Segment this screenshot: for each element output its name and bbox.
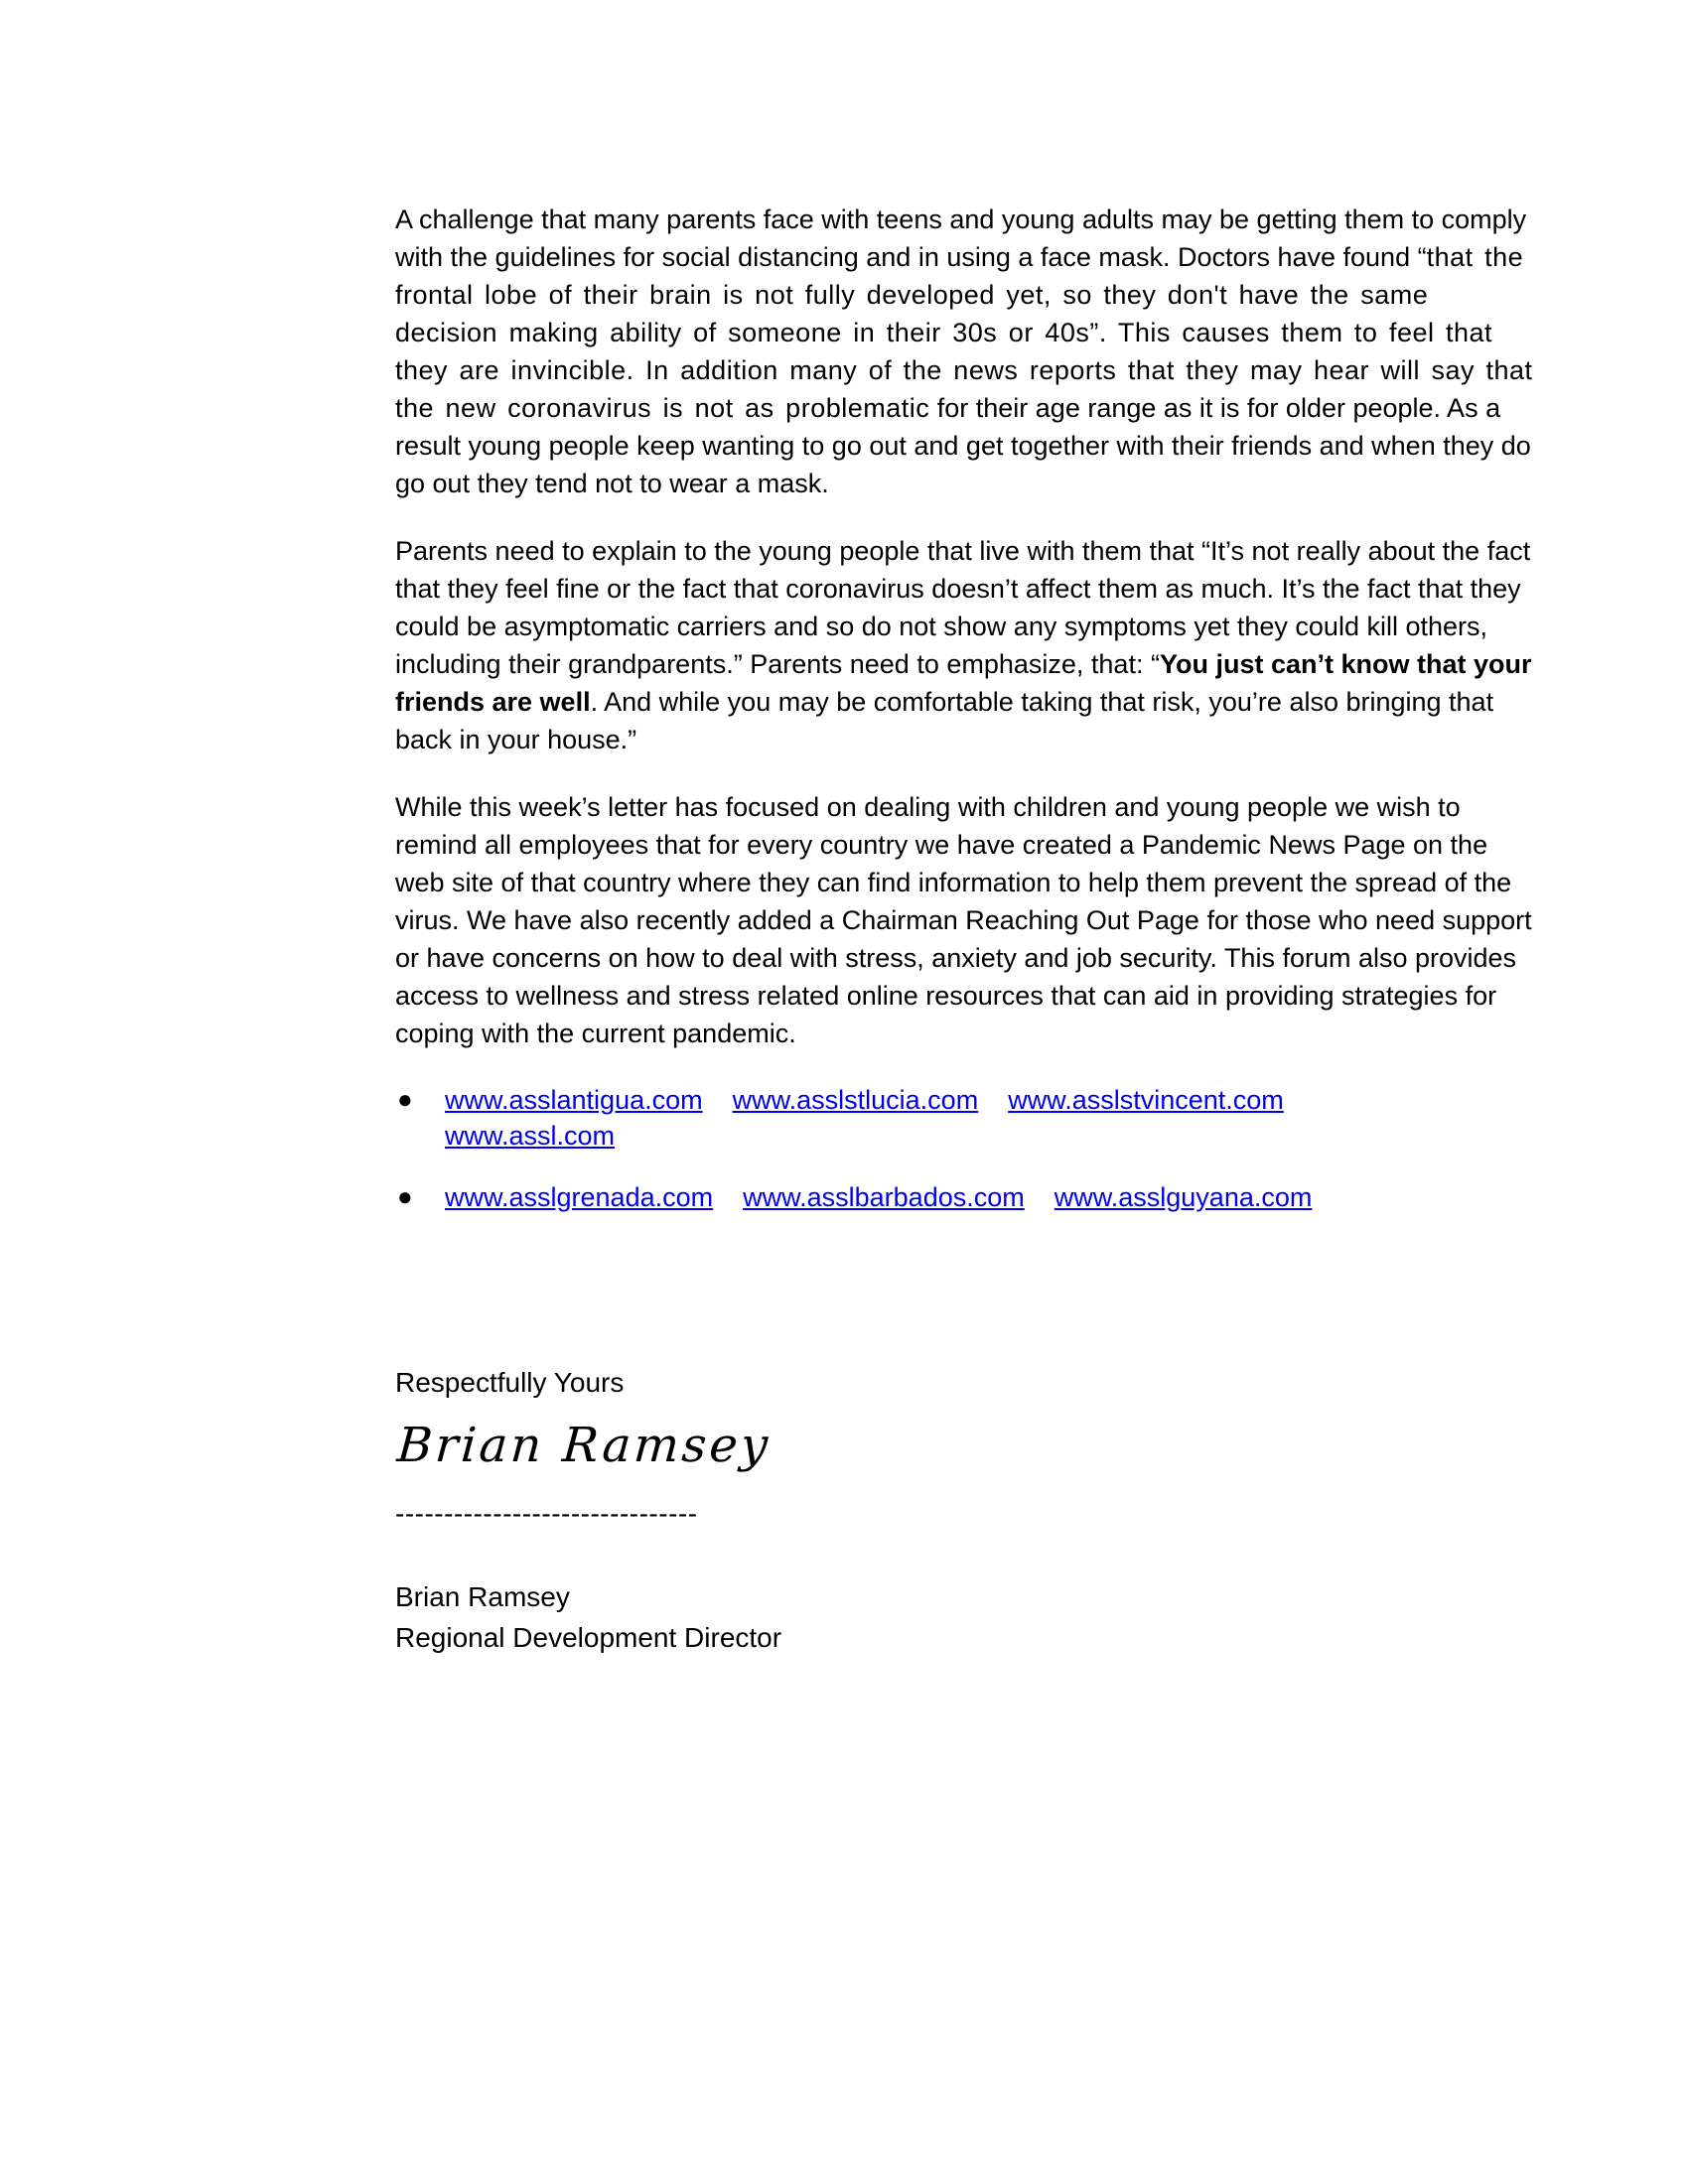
signer-title: Regional Development Director bbox=[395, 1622, 782, 1653]
handwritten-signature: Brian Ramsey bbox=[395, 1418, 773, 1473]
website-link[interactable]: www.asslbarbados.com bbox=[743, 1182, 1025, 1212]
website-link[interactable]: www.asslantigua.com bbox=[445, 1085, 703, 1115]
body-paragraph bbox=[395, 788, 1537, 1052]
text-segment-normal: . And while you may be comfortable taking that risk, you’re also bringing that back in your house.” bbox=[395, 687, 1494, 754]
valediction: Respectfully Yours bbox=[395, 1367, 625, 1398]
link-row bbox=[445, 1179, 1537, 1215]
signer-name: Brian Ramsey bbox=[395, 1581, 570, 1612]
closing-block bbox=[395, 1364, 1537, 1658]
bullet-icon: ● bbox=[397, 1084, 413, 1114]
link-row bbox=[445, 1118, 1537, 1154]
text-segment-bold: You just can’t know that your friends are well bbox=[395, 649, 1532, 717]
text-segment-normal: Parents need to explain to the young people that live with them that “It’s not really about the fact that they feel fine or the fact that coronavirus doesn’t affect them as much. It’s the fact that they could be asymptomatic carriers and so do not show any symptoms yet they could kill others, including their grandparents.” Parents need to emphasize, that: “ bbox=[395, 536, 1531, 679]
body-paragraph bbox=[395, 201, 1537, 502]
link-list-item bbox=[395, 1082, 1537, 1154]
website-link[interactable]: www.asslguyana.com bbox=[1054, 1182, 1313, 1212]
website-link[interactable]: www.asslstvincent.com bbox=[1008, 1085, 1284, 1115]
website-link[interactable]: www.asslstlucia.com bbox=[732, 1085, 979, 1115]
text-segment-normal: A challenge that many parents face with teens and young adults may be getting them to comply with the guidelines for social distancing and in using a face mask. Doctors have found “ bbox=[395, 205, 1527, 272]
website-link[interactable]: www.assl.com bbox=[445, 1121, 616, 1151]
website-link[interactable]: www.asslgrenada.com bbox=[445, 1182, 714, 1212]
text-segment-spaced: that the frontal lobe of their brain is not fully developed yet, so they don't have the same decision making ability of someone in their 30s or 40s”. This causes them to feel that they are invincible. In addition many of the news reports that they may hear will say that the new coronavirus is not as problematic bbox=[395, 242, 1533, 423]
letter-content bbox=[395, 201, 1537, 1658]
letter-body bbox=[395, 201, 1537, 1052]
link-row bbox=[445, 1082, 1537, 1118]
text-segment-normal: While this week’s letter has focused on dealing with children and young people we wish to remind all employees that for every country we have created a Pandemic News Page on the web site of that country where they can find information to help them prevent the spread of the virus. We have also recently added a Chairman Reaching Out Page for those who need support or have concerns on how to deal with stress, anxiety and job security. This forum also provides access to wellness and stress related online resources that can aid in providing strategies for coping with the current pandemic. bbox=[395, 792, 1532, 1048]
signature-divider: ------------------------------- bbox=[395, 1498, 698, 1529]
link-list-item bbox=[395, 1179, 1537, 1215]
body-paragraph bbox=[395, 532, 1537, 758]
bullet-icon: ● bbox=[397, 1181, 413, 1211]
text-segment-normal: for their age range as it is for older people. As a result young people keep wanting to go out and get together with their friends and when they do go out they tend not to wear a mask. bbox=[395, 393, 1531, 498]
link-bullet-list bbox=[395, 1082, 1537, 1215]
